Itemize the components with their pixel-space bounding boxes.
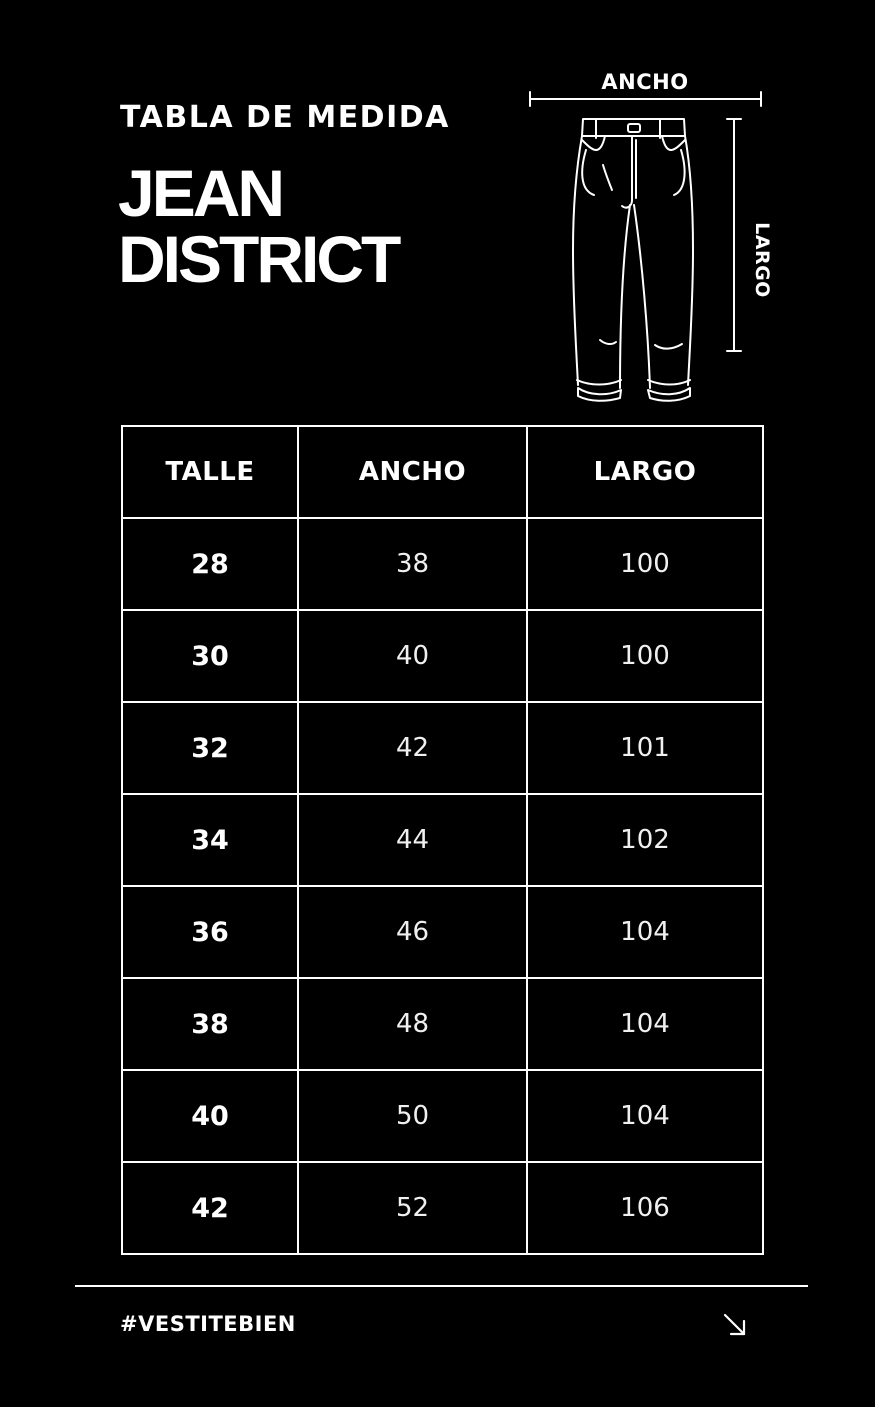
ancho-cell: 48 [298,978,527,1070]
talle-cell: 42 [122,1162,298,1254]
talle-cell: 32 [122,702,298,794]
page-subtitle: TABLA DE MEDIDA [120,100,450,135]
width-dimension-label: ANCHO [601,70,689,94]
header-talle: TALLE [122,426,298,518]
ancho-cell: 50 [298,1070,527,1162]
largo-cell: 102 [527,794,763,886]
table-row [122,702,763,794]
ancho-cell: 42 [298,702,527,794]
footer-divider [75,1285,808,1287]
ancho-cell: 38 [298,518,527,610]
talle-cell: 36 [122,886,298,978]
largo-cell: 100 [527,518,763,610]
table-row [122,518,763,610]
talle-cell: 30 [122,610,298,702]
table-row [122,1070,763,1162]
footer-hashtag: #VESTITEBIEN [120,1312,296,1336]
ancho-cell: 40 [298,610,527,702]
length-dimension-label: LARGO [751,222,773,298]
size-table [121,425,764,1255]
page-title [118,156,399,296]
table-row [122,886,763,978]
largo-cell: 104 [527,1070,763,1162]
table-row [122,794,763,886]
table-row [122,610,763,702]
ancho-cell: 52 [298,1162,527,1254]
title-line-1: JEAN [118,156,283,230]
talle-cell: 38 [122,978,298,1070]
title-line-2: DISTRICT [118,222,399,296]
talle-cell: 34 [122,794,298,886]
largo-cell: 104 [527,978,763,1070]
table-row [122,978,763,1070]
largo-cell: 101 [527,702,763,794]
largo-cell: 100 [527,610,763,702]
talle-cell: 40 [122,1070,298,1162]
header-largo: LARGO [527,426,763,518]
largo-cell: 104 [527,886,763,978]
header-ancho: ANCHO [298,426,527,518]
jeans-icon [520,60,790,410]
talle-cell: 28 [122,518,298,610]
ancho-cell: 46 [298,886,527,978]
largo-cell: 106 [527,1162,763,1254]
ancho-cell: 44 [298,794,527,886]
table-row [122,1162,763,1254]
table-header-row [122,426,763,518]
arrow-down-right-icon [722,1312,748,1338]
